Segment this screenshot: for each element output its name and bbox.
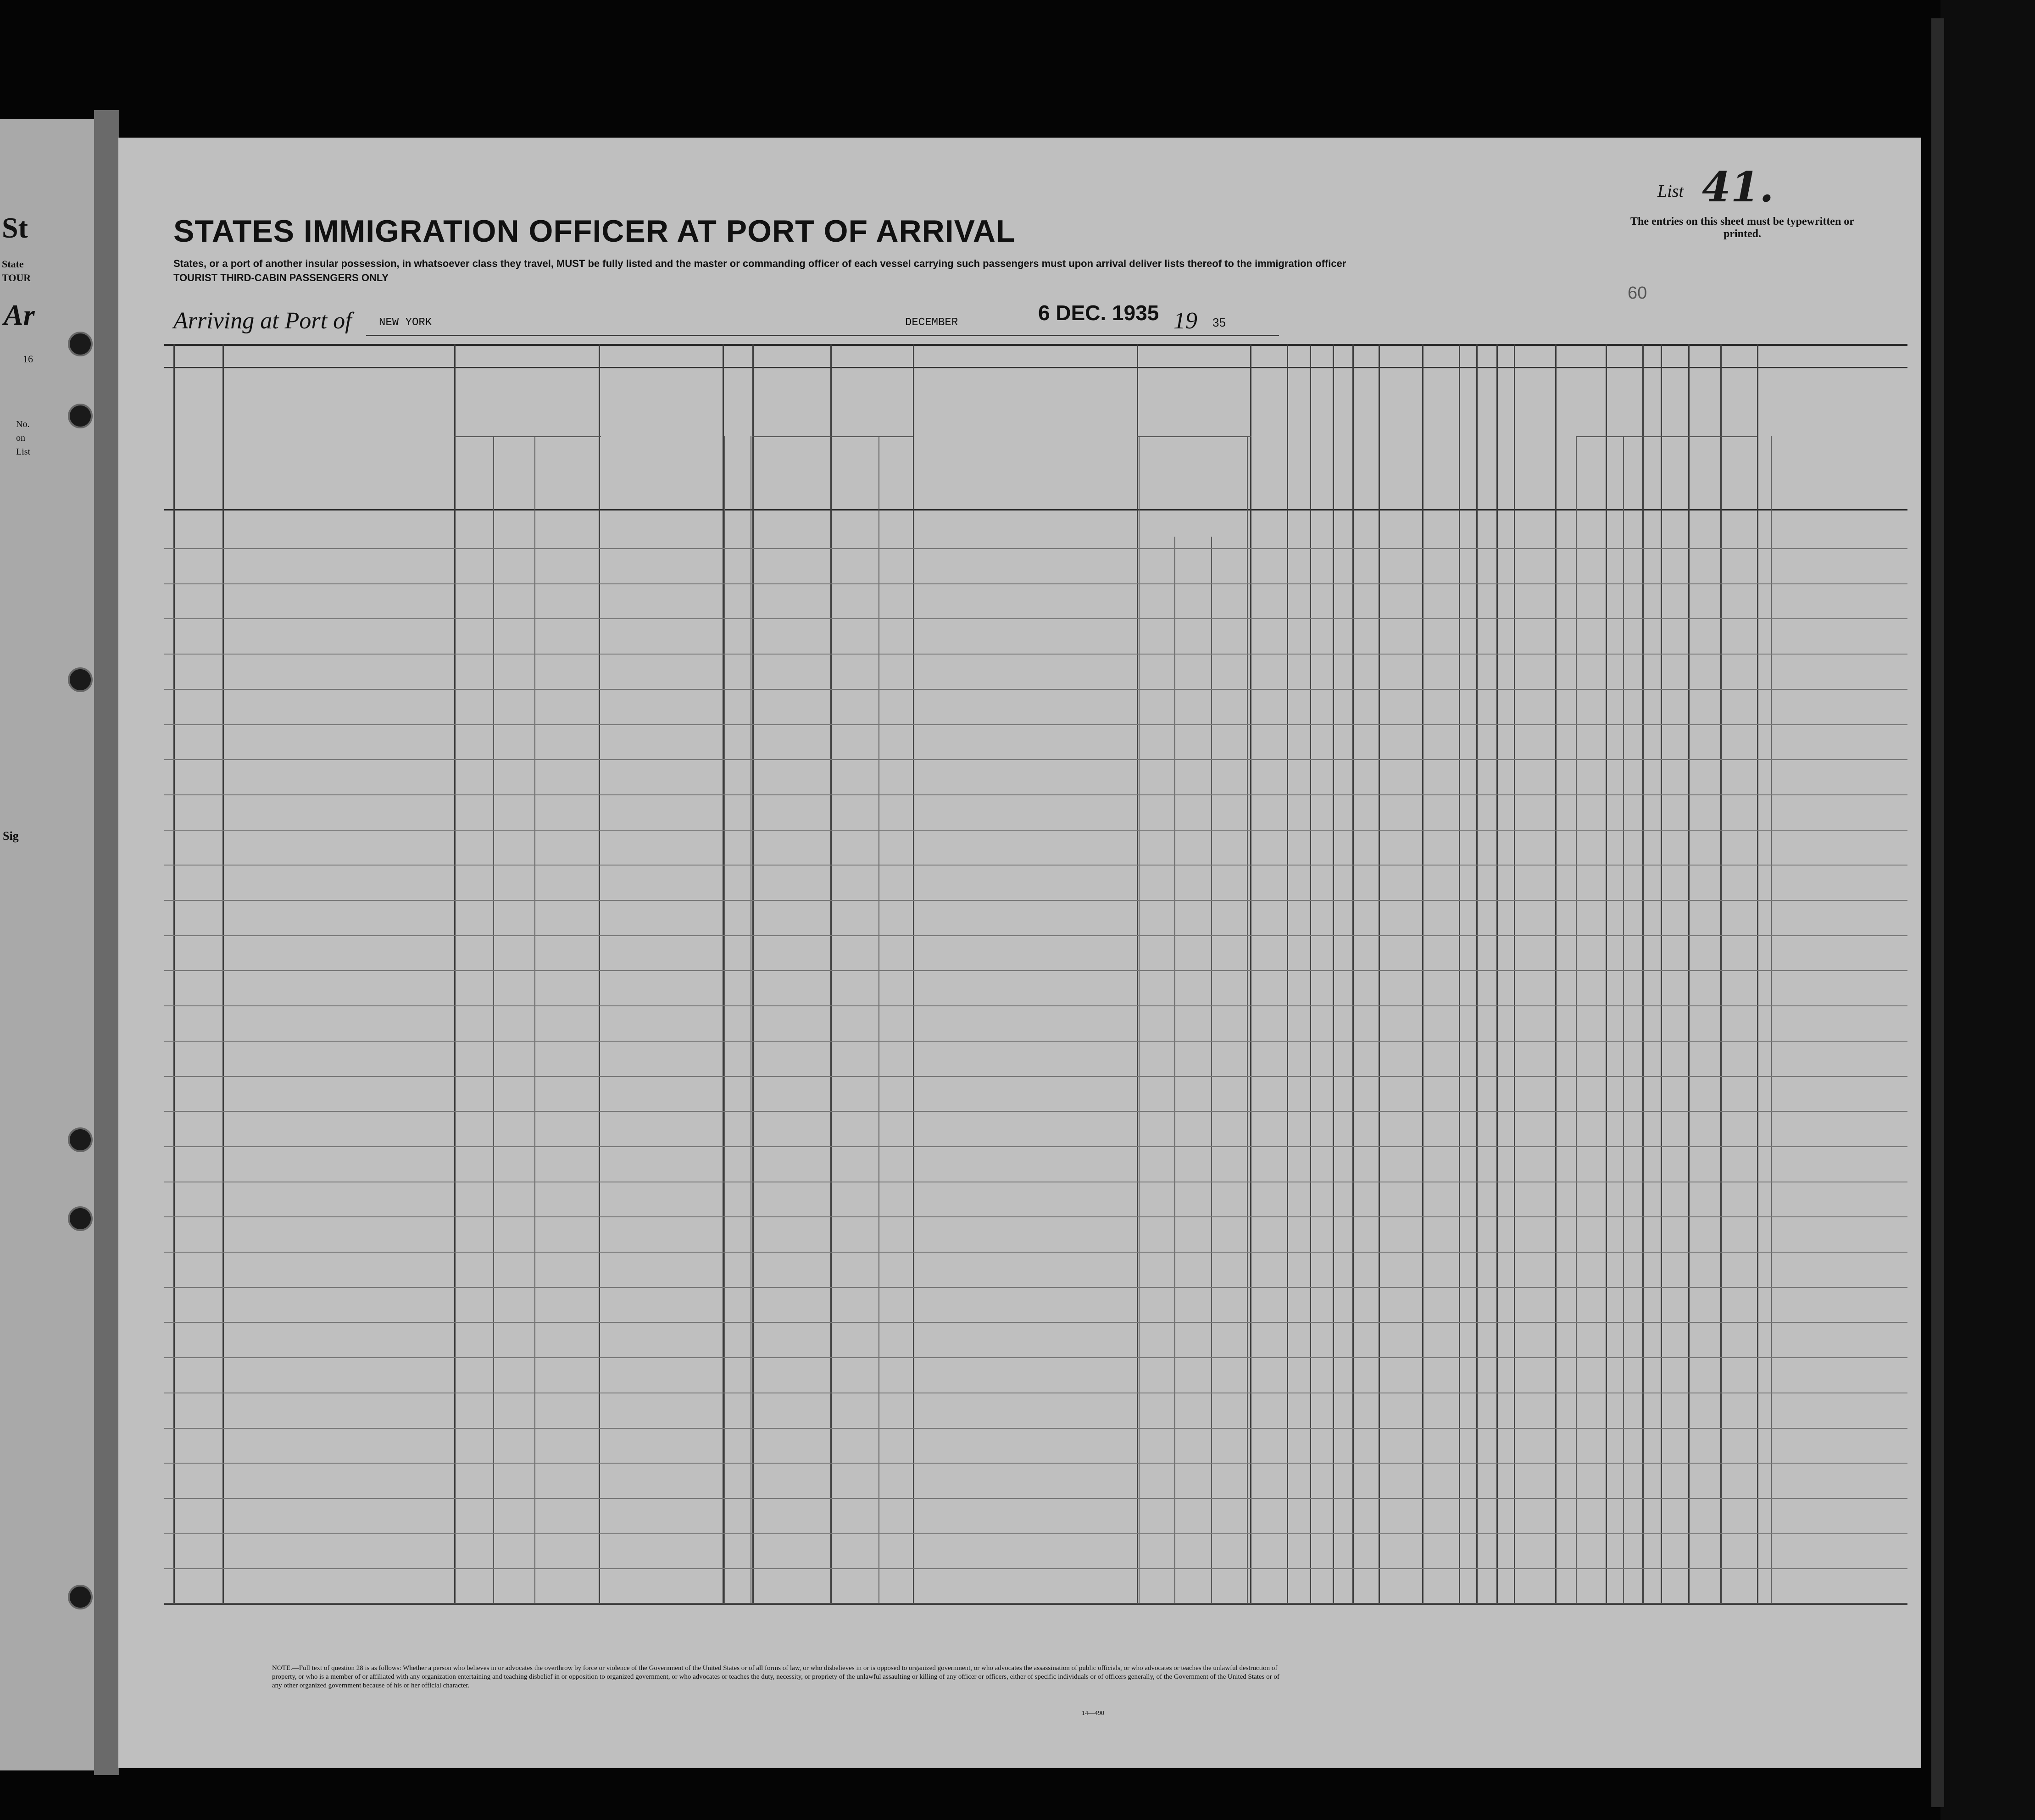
row-divider <box>164 1216 1907 1217</box>
header-purpose-return <box>1141 376 1178 507</box>
date-underline <box>889 335 1279 336</box>
column-divider <box>1476 344 1478 1603</box>
row-divider <box>164 618 1907 619</box>
row-divider <box>164 1287 1907 1288</box>
row-divider <box>164 1568 1907 1569</box>
sub-column-divider <box>1174 537 1175 1603</box>
column-divider <box>1661 344 1662 1603</box>
column-divider <box>454 344 456 1603</box>
row-divider <box>164 654 1907 655</box>
row-divider <box>164 970 1907 971</box>
frame-top <box>164 344 1907 346</box>
row-divider <box>164 1322 1907 1323</box>
page-title: STATES IMMIGRATION OFFICER AT PORT OF ARRIVAL <box>173 214 1016 249</box>
row-divider <box>164 689 1907 690</box>
arrival-month: DECEMBER <box>905 316 958 329</box>
column-divider <box>1250 344 1251 1603</box>
binder-hole <box>68 1127 93 1152</box>
arrival-date-stamp: 6 DEC. 1935 <box>1038 301 1159 325</box>
column-divider <box>752 344 754 1603</box>
row-divider <box>164 865 1907 866</box>
left-page-st: St <box>2 211 28 244</box>
header-purpose-citizen <box>1213 376 1248 507</box>
binder-hole <box>68 1206 93 1231</box>
binder-hole <box>68 667 93 692</box>
row-divider <box>164 1357 1907 1358</box>
column-divider <box>1379 344 1380 1603</box>
year-prefix: 19 <box>1173 308 1197 334</box>
left-page-no-on-list: No. on List <box>16 419 31 457</box>
column-divider <box>1422 344 1423 1603</box>
header-fifty-dollars <box>725 376 750 507</box>
port-underline <box>366 335 972 336</box>
header-prison <box>1252 376 1285 507</box>
form-code: 14—490 <box>1082 1710 1104 1717</box>
page-mark: 60 <box>1628 283 1647 303</box>
right-dark-margin <box>1940 0 2035 1820</box>
port-name: NEW YORK <box>379 316 432 329</box>
column-divider <box>1496 344 1498 1603</box>
entries-note: The entries on this sheet must be typewritten or printed. <box>1630 216 1854 240</box>
column-divider <box>1310 344 1311 1603</box>
row-divider <box>164 1463 1907 1464</box>
header-purpose-length <box>1177 376 1209 507</box>
col-number-divider <box>164 367 1907 368</box>
row-divider <box>164 1041 1907 1042</box>
row-divider <box>164 1005 1907 1006</box>
right-binding-edge <box>1931 18 1944 1807</box>
row-divider <box>164 830 1907 831</box>
row-divider <box>164 900 1907 901</box>
binder-hole <box>68 332 93 356</box>
row-divider <box>164 1252 1907 1253</box>
row-divider <box>164 935 1907 936</box>
column-divider <box>1333 344 1334 1603</box>
page-binding-edge <box>94 110 119 1775</box>
header-ticket <box>601 376 628 507</box>
row-divider <box>164 794 1907 795</box>
column-divider <box>1757 344 1758 1603</box>
row-divider <box>164 1498 1907 1499</box>
row-divider <box>164 724 1907 725</box>
list-label: List <box>1657 182 1684 201</box>
column-divider <box>1137 344 1138 1603</box>
column-divider <box>599 344 600 1603</box>
row-divider <box>164 583 1907 584</box>
column-divider <box>1688 344 1690 1603</box>
binder-hole <box>68 1585 93 1609</box>
left-page-col16: 16 <box>23 353 33 365</box>
page-subtitle: States, or a port of another insular possession, in whatsoever class they travel, MUST be fully listed and the master or commanding officer of each vessel carrying such passengers must upon arrival deliver lists thereof to the immigration officer <box>173 258 1346 269</box>
manifest-sheet <box>118 138 1921 1768</box>
column-divider <box>1352 344 1354 1603</box>
header-polygamist <box>1289 376 1307 507</box>
column-divider <box>913 344 914 1603</box>
row-divider <box>164 759 1907 760</box>
left-page-tour: TOUR <box>2 272 31 283</box>
footnote-q28: NOTE.—Full text of question 28 is as follows: Whether a person who believes in or advocates the overthrow by force or violence of the Government of the United States or of all forms of law, or who disbelieves in or is opposed to organized government, or who advocates the assassination of public officials, or who advocates or teaches the unlawful destruction of property, or who is a member of or affiliated with any organization entertaining and teaching disbelief in or opposition to organized government, or who advocates or teaches the duty, necessity, or propriety of the unlawful assaulting or killing of any officer or officers, either of specific individuals or of officers generally, of the Government of the United States or of any other organized government because of his or her official character. <box>272 1665 1279 1689</box>
column-divider <box>222 344 224 1603</box>
sub-column-divider <box>1211 537 1212 1603</box>
class-line: TOURIST THIRD-CABIN PASSENGERS ONLY <box>173 272 389 283</box>
row-divider <box>164 1076 1907 1077</box>
sub-header-divider <box>1642 436 1757 437</box>
header-q31 <box>1461 376 1475 507</box>
sub-header-divider <box>454 436 601 437</box>
year-suffix: 35 <box>1212 316 1226 329</box>
header-anarchist <box>1312 376 1330 507</box>
left-page-states: State <box>2 258 24 270</box>
left-page-sig: Sig <box>3 829 19 843</box>
row-divider <box>164 548 1907 549</box>
left-facing-page <box>0 119 94 1770</box>
header-bottom-divider <box>164 509 1907 510</box>
sub-header-divider <box>752 436 913 437</box>
arriving-label: Arriving at Port of <box>173 308 352 334</box>
column-divider <box>1642 344 1644 1603</box>
column-divider <box>1555 344 1557 1603</box>
column-divider <box>1514 344 1515 1603</box>
left-page-ar: Ar <box>4 299 35 331</box>
header-q29 <box>1380 376 1421 507</box>
list-number: 41. <box>1702 163 1774 211</box>
column-divider <box>1459 344 1460 1603</box>
column-divider <box>1606 344 1607 1603</box>
column-divider <box>1720 344 1722 1603</box>
column-divider <box>1287 344 1288 1603</box>
header-q30 <box>1424 376 1457 507</box>
column-divider <box>830 344 832 1603</box>
row-divider <box>164 1533 1907 1534</box>
row-divider <box>164 1146 1907 1147</box>
row-divider <box>164 1428 1907 1429</box>
row-divider <box>164 1111 1907 1112</box>
column-divider <box>173 344 175 1603</box>
header-q28 <box>1335 376 1376 507</box>
binder-hole <box>68 404 93 428</box>
